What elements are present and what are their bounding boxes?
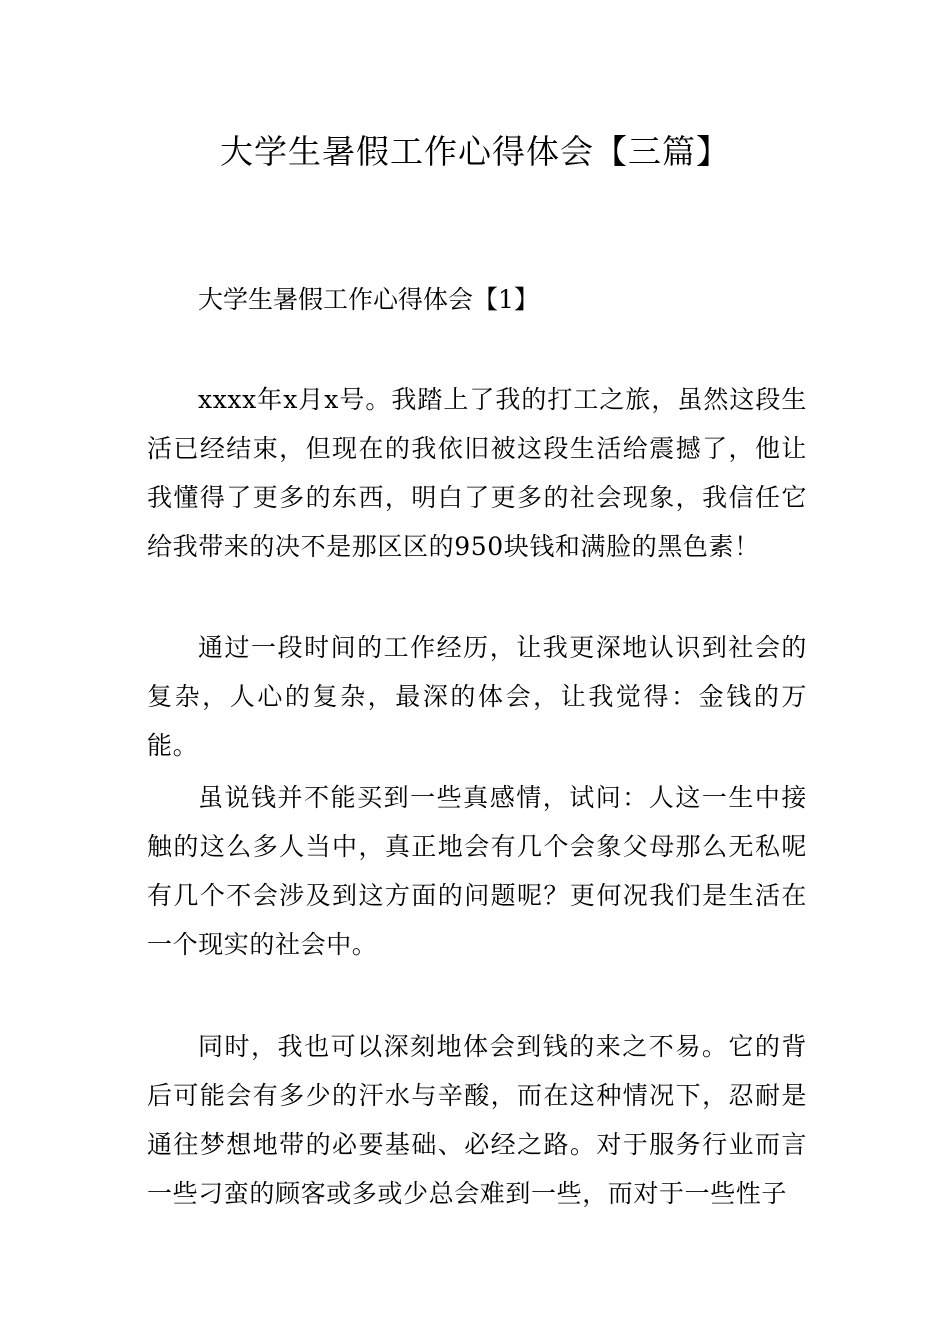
paragraph-4: 同时，我也可以深刻地体会到钱的来之不易。它的背后可能会有多少的汗水与辛酸，而在这种情况下，忍耐是通往梦想地带的必要基础、必经之路。对于服务行业而言一些刁蛮的顾客或多或少总会难到一些，而对于一些性子: [147, 1032, 807, 1208]
section-heading: 大学生暑假工作心得体会【1】: [198, 285, 539, 314]
paragraph-1: xxxx年x月x号。我踏上了我的打工之旅，虽然这段生活已经结束，但现在的我依旧被这段生活给震撼了，他让我懂得了更多的东西，明白了更多的社会现象，我信任它给我带来的决不是那区区的950块钱和满脸的黑色素！: [147, 385, 807, 561]
paragraph-3: 虽说钱并不能买到一些真感情，试问：人这一生中接触的这么多人当中，真正地会有几个会象父母那么无私呢有几个不会涉及到这方面的问题呢？更何况我们是生活在一个现实的社会中。: [147, 783, 807, 959]
document-title: 大学生暑假工作心得体会【三篇】: [220, 132, 730, 171]
paragraph-2: 通过一段时间的工作经历，让我更深地认识到社会的复杂，人心的复杂，最深的体会，让我觉得：金钱的万能。: [147, 633, 807, 760]
